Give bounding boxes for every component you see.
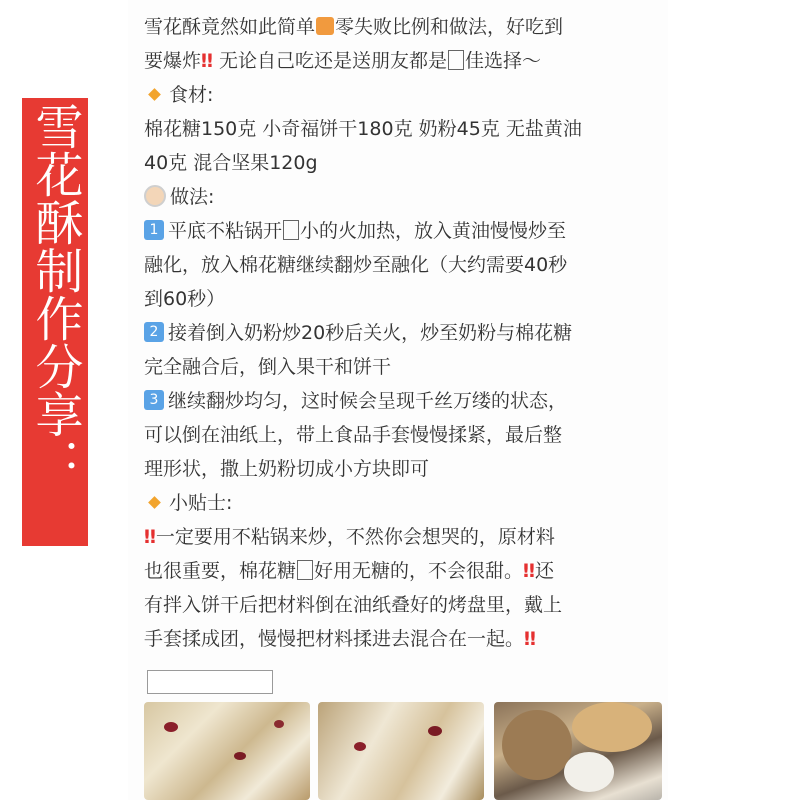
intro-text: 雪花酥竟然如此简单 <box>144 16 316 38</box>
comment-input[interactable] <box>147 670 273 694</box>
intro-text: 要爆炸 <box>144 50 202 72</box>
step-1-line-3: 到60秒） <box>144 288 226 310</box>
tips-text: 还 <box>534 560 554 582</box>
tips-heading-line <box>144 486 674 520</box>
step-text: 继续翻炒均匀，这时候会呈现千丝万缕的状态， <box>168 390 568 412</box>
tips-heading: 小贴士: <box>169 492 233 514</box>
sidebar-title: 雪花酥制作分享： <box>27 102 83 486</box>
method-heading: 做法: <box>170 186 215 208</box>
step-2-line-2: 完全融合后，倒入果干和饼干 <box>144 356 392 378</box>
step-1-line-1 <box>144 214 674 248</box>
missing-glyph-icon <box>297 560 313 580</box>
tips-line-3: 有拌入饼干后把材料倒在油纸叠好的烤盘里，戴上 <box>144 594 563 616</box>
missing-glyph-icon <box>448 50 464 70</box>
step-2-line-1 <box>144 316 674 350</box>
intro-text: 佳选择～ <box>465 50 542 72</box>
step-text: 平底不粘锅开 <box>168 220 283 242</box>
double-exclamation-icon: ‼ <box>144 526 156 548</box>
tips-text: 一定要用不粘锅来炒，不然你会想哭的，原材料 <box>155 526 555 548</box>
ingredients-line-2: 40克 混合坚果120g <box>144 152 318 174</box>
intro-text: 零失败比例和做法，好吃到 <box>335 16 564 38</box>
post-content <box>144 10 674 656</box>
step-3-line-1 <box>144 384 674 418</box>
ingredients-heading: 食材: <box>169 84 214 106</box>
tips-text: 手套揉成团，慢慢把材料揉进去混合在一起。 <box>144 628 525 650</box>
tips-text: 也很重要，棉花糖 <box>144 560 297 582</box>
ingredients-line-1: 棉花糖150克 小奇福饼干180克 奶粉45克 无盐黄油 <box>144 118 582 140</box>
orange-diamond-icon <box>148 88 161 101</box>
step-1-line-2: 融化，放入棉花糖继续翻炒至融化（大约需要40秒 <box>144 254 568 276</box>
step-3-line-2: 可以倒在油纸上，带上食品手套慢慢揉紧，最后整 <box>144 424 563 446</box>
tips-line-4 <box>144 622 674 656</box>
tips-line-1 <box>144 520 674 554</box>
snowflake-crisp-photo-2[interactable] <box>318 702 484 800</box>
tips-line-2 <box>144 554 674 588</box>
number-three-icon: 3 <box>144 390 164 410</box>
number-two-icon: 2 <box>144 322 164 342</box>
chef-emoji-icon <box>144 185 166 207</box>
intro-line-1 <box>144 10 674 44</box>
orange-diamond-icon <box>148 496 161 509</box>
ingredients-heading-line <box>144 78 674 112</box>
method-heading-line <box>144 180 674 214</box>
number-one-icon: 1 <box>144 220 164 240</box>
double-exclamation-icon: ‼ <box>523 560 535 582</box>
sidebar-banner <box>22 98 88 546</box>
intro-text: 无论自己吃还是送朋友都是 <box>218 50 447 72</box>
double-exclamation-icon: ‼ <box>201 50 213 72</box>
intro-line-2 <box>144 44 674 78</box>
tips-text: 好用无糖的，不会很甜。 <box>314 560 524 582</box>
step-3-line-3: 理形状，撒上奶粉切成小方块即可 <box>144 458 430 480</box>
missing-glyph-icon <box>283 220 299 240</box>
step-text: 接着倒入奶粉炒20秒后关火，炒至奶粉与棉花糖 <box>168 322 573 344</box>
snowflake-crisp-photo-1[interactable] <box>144 702 310 800</box>
double-exclamation-icon: ‼ <box>524 628 536 650</box>
fire-emoji-icon <box>316 17 334 35</box>
step-text: 小的火加热，放入黄油慢慢炒至 <box>300 220 567 242</box>
ingredients-photo[interactable] <box>494 702 662 800</box>
